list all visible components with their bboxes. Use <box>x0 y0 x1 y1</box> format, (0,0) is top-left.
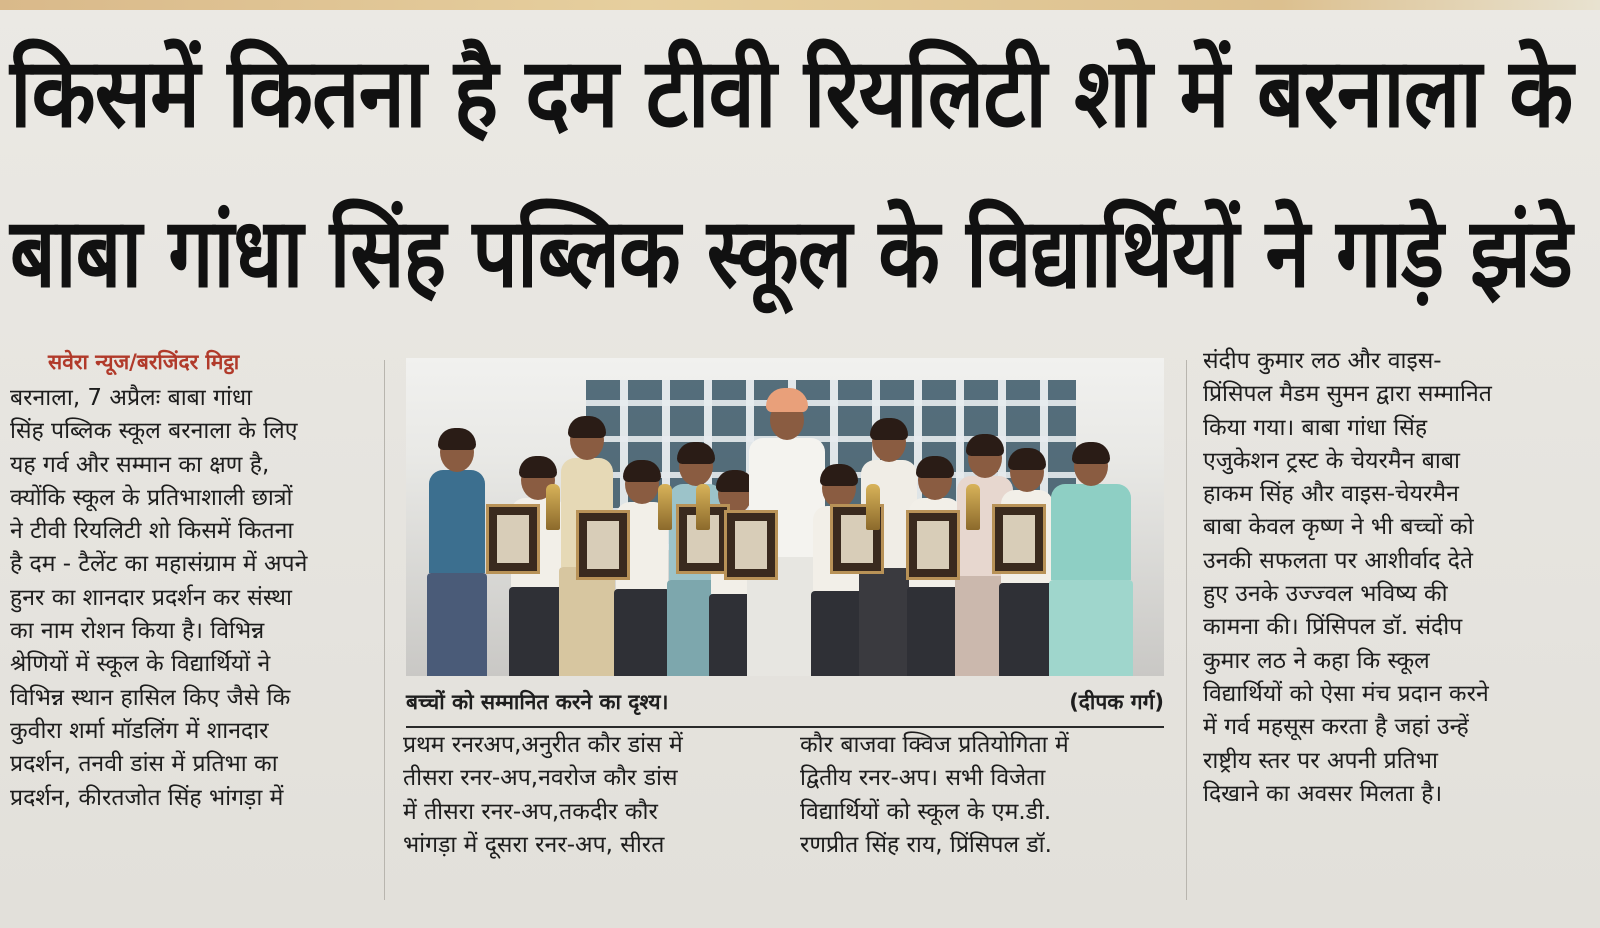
article-text-line: श्रेणियों में स्कूल के विद्यार्थियों ने <box>10 651 271 678</box>
award-plaque <box>724 510 778 580</box>
article-text-line: बरनाला, 7 अप्रैलः बाबा गांधा <box>10 385 253 411</box>
article-column-1 <box>10 382 368 815</box>
award-ceremony-photo <box>406 358 1164 676</box>
article-text-line: प्रिंसिपल मैडम सुमन द्वारा सम्मानित <box>1203 381 1492 408</box>
article-column-4 <box>1203 345 1573 811</box>
article-text-line: हुए उनके उज्ज्वल भविष्य की <box>1203 581 1448 608</box>
award-plaque <box>906 510 960 580</box>
article-text-line: विद्यार्थियों को स्कूल के एम.डी. <box>800 798 1052 825</box>
photo-person <box>1046 440 1136 676</box>
article-column-2 <box>403 729 763 862</box>
article-text-line: का नाम रोशन किया है। विभिन्न <box>10 618 265 645</box>
article-text-line: दिखाने का अवसर मिलता है। <box>1203 780 1443 807</box>
article-text-line: यह गर्व और सम्मान का क्षण है, <box>10 451 270 478</box>
article-text-line: में तीसरा रनर-अप,तकदीर कौर <box>403 798 658 825</box>
trophy <box>966 484 980 530</box>
article-text-line: कौर बाजवा क्विज प्रतियोगिता में <box>800 732 1069 758</box>
article-text-line: किया गया। बाबा गांधा सिंह <box>1203 414 1428 441</box>
article-text-line: प्रथम रनरअप,अनुरीत कौर डांस में <box>403 732 683 758</box>
trophy <box>546 484 560 530</box>
article-text-line: कामना की। प्रिंसिपल डॉ. संदीप <box>1203 614 1463 641</box>
article-text-line: सिंह पब्लिक स्कूल बरनाला के लिए <box>10 418 298 445</box>
column-divider <box>384 360 385 900</box>
article-text-line: प्रदर्शन, कीरतजोत सिंह भांगड़ा में <box>10 784 284 811</box>
article-text-line: में गर्व महसूस करता है जहां उन्हें <box>1203 714 1469 741</box>
article-text-line: उनकी सफलता पर आशीर्वाद देते <box>1203 547 1474 574</box>
headline-line-2: बाबा गांधा सिंह पब्लिक स्कूल के विद्यार्थियों ने गाड़े झंडे <box>10 197 1572 309</box>
photo-caption-text: बच्चों को सम्मानित करने का दृश्य। <box>406 690 669 714</box>
article-text-line: ने टीवी रियलिटी शो किसमें कितना <box>10 518 294 545</box>
award-plaque <box>486 504 540 574</box>
article-column-3 <box>800 729 1160 862</box>
article-text-line: द्वितीय रनर-अप। सभी विजेता <box>800 765 1046 792</box>
photo-person <box>424 426 490 676</box>
caption-rule <box>406 726 1164 728</box>
award-plaque <box>576 510 630 580</box>
byline: सवेरा न्यूज/बरजिंदर मिट्ठा <box>48 350 240 374</box>
article-text-line: कुमार लठ ने कहा कि स्कूल <box>1203 647 1430 674</box>
article-text-line: प्रदर्शन, तनवी डांस में प्रतिभा का <box>10 751 278 778</box>
article-text-line: तीसरा रनर-अप,नवरोज कौर डांस <box>403 765 678 792</box>
article-text-line: भांगड़ा में दूसरा रनर-अप, सीरत <box>403 831 665 858</box>
article-text-line: एजुकेशन ट्रस्ट के चेयरमैन बाबा <box>1203 447 1460 474</box>
article-text-line: राष्ट्रीय स्तर पर अपनी प्रतिभा <box>1203 747 1438 774</box>
article-text-line: क्योंकि स्कूल के प्रतिभाशाली छात्रों <box>10 484 293 511</box>
award-plaque <box>992 504 1046 574</box>
trophy <box>866 484 880 530</box>
article-text-line: रणप्रीत सिंह राय, प्रिंसिपल डॉ. <box>800 831 1052 858</box>
headline-line-1: किसमें कितना है दम टीवी रियलिटी शो में बरनाला के <box>10 37 1573 149</box>
page-top-edge <box>0 0 1600 10</box>
article-text-line: विभिन्न स्थान हासिल किए जैसे कि <box>10 684 291 711</box>
article-text-line: संदीप कुमार लठ और वाइस- <box>1203 348 1442 374</box>
article-text-line: कुवीरा शर्मा मॉडलिंग में शानदार <box>10 717 269 744</box>
article-text-line: है दम - टैलेंट का महासंग्राम में अपने <box>10 551 308 578</box>
column-divider <box>1186 360 1187 900</box>
trophy <box>696 484 710 530</box>
article-text-line: हुनर का शानदार प्रदर्शन कर संस्था <box>10 584 292 611</box>
trophy <box>658 484 672 530</box>
article-text-line: हाकम सिंह और वाइस-चेयरमैन <box>1203 481 1459 508</box>
photo-credit: (दीपक गर्ग) <box>1069 690 1164 714</box>
article-text-line: विद्यार्थियों को ऐसा मंच प्रदान करने <box>1203 680 1489 707</box>
article-text-line: बाबा केवल कृष्ण ने भी बच्चों को <box>1203 514 1474 541</box>
